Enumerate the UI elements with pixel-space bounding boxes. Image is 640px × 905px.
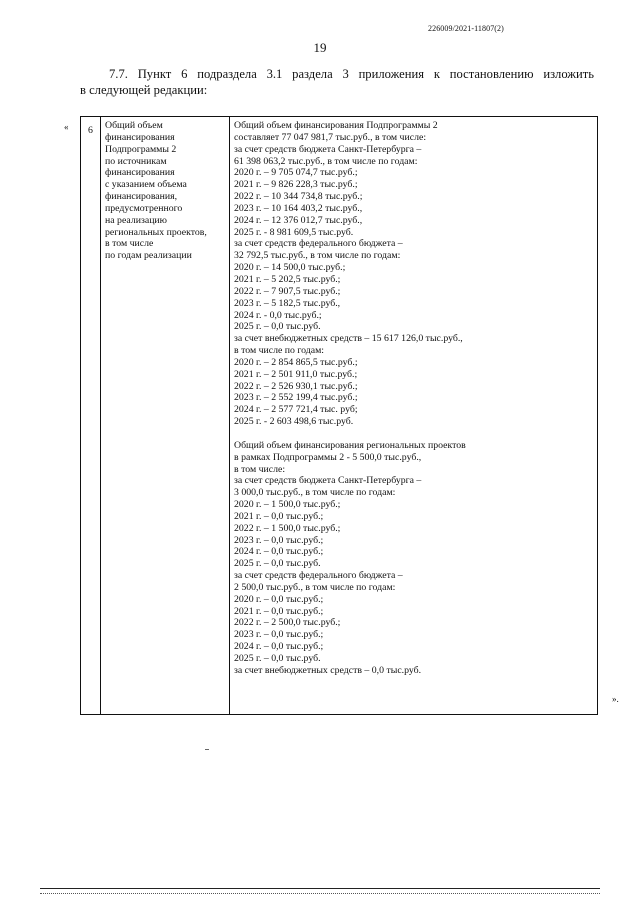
financing-line: 2022 г. – 2 526 930,1 тыс.руб.; (234, 380, 358, 392)
financing-line: 2023 г. – 10 164 403,2 тыс.руб., (234, 202, 363, 214)
page-number: 19 (313, 40, 327, 55)
regional-financing-line: за счет внебюджетных средств – 0,0 тыс.руб. (234, 664, 422, 676)
financing-line: 2022 г. – 10 344 734,8 тыс.руб.; (234, 191, 363, 203)
financing-line: 61 398 063,2 тыс.руб., в том числе по годам: (234, 155, 418, 167)
financing-block-regional (234, 440, 593, 677)
financing-line: Общий объем финансирования Подпрограммы 2 (234, 120, 438, 131)
row-name-line: финансирования (105, 131, 175, 143)
financing-line: 2020 г. – 2 854 865,5 тыс.руб.; (234, 356, 358, 368)
financing-block-total (234, 120, 593, 428)
financing-line: 2024 г. – 12 376 012,7 тыс.руб., (234, 214, 363, 226)
regional-financing-line: 2 500,0 тыс.руб., в том числе по годам: (234, 581, 396, 593)
financing-line: в том числе по годам: (234, 345, 325, 357)
regional-financing-line: 2022 г. – 2 500,0 тыс.руб.; (234, 617, 341, 629)
regional-financing-line: 2025 г. – 0,0 тыс.руб. (234, 558, 321, 570)
regional-financing-line: 2024 г. – 0,0 тыс.руб.; (234, 546, 324, 558)
regional-financing-line: в том числе: (234, 463, 286, 475)
regional-financing-line: 2021 г. – 0,0 тыс.руб.; (234, 605, 324, 617)
row-name-line: финансирования, (105, 191, 178, 203)
financing-line: 2023 г. – 2 552 199,4 тыс.руб.; (234, 392, 358, 404)
financing-line: 32 792,5 тыс.руб., в том числе по годам: (234, 250, 401, 262)
financing-line: 2021 г. – 9 826 228,3 тыс.руб.; (234, 179, 358, 191)
scan-artifact (205, 749, 209, 750)
quote-close-mark: ». (612, 694, 619, 704)
block-gap (234, 428, 593, 440)
quote-open-mark: « (64, 122, 69, 132)
regional-financing-line: Общий объем финансирования региональных проектов (234, 439, 466, 451)
regional-financing-line: 2023 г. – 0,0 тыс.руб.; (234, 534, 324, 546)
financing-line: за счет средств федерального бюджета – (234, 238, 403, 250)
regional-financing-line: 2025 г. – 0,0 тыс.руб. (234, 653, 321, 665)
intro-paragraph (80, 66, 594, 98)
financing-line: 2024 г. - 0,0 тыс.руб.; (234, 309, 322, 321)
intro-line-1: 7.7. Пункт 6 подраздела 3.1 раздела 3 приложения к постановлению изложить (109, 67, 594, 81)
financing-line: 2020 г. – 14 500,0 тыс.руб.; (234, 262, 346, 274)
row-name-line: в том числе (105, 238, 154, 250)
footer-rule (40, 888, 600, 889)
financing-line: 2025 г. - 2 603 498,6 тыс.руб. (234, 416, 354, 428)
regional-financing-line: 2020 г. – 0,0 тыс.руб.; (234, 593, 324, 605)
financing-line: 2021 г. – 2 501 911,0 тыс.руб.; (234, 368, 358, 380)
row-name-line: региональных проектов, (105, 226, 207, 238)
financing-line: 2023 г. – 5 182,5 тыс.руб., (234, 297, 341, 309)
regional-financing-line: за счет средств федерального бюджета – (234, 570, 403, 582)
regional-financing-line: 3 000,0 тыс.руб., в том числе по годам: (234, 487, 396, 499)
row-name-line: финансирования (105, 167, 175, 179)
footer-rule-dotted (40, 893, 600, 894)
row-name-line: на реализацию (105, 214, 167, 226)
intro-line-2: в следующей редакции: (80, 83, 208, 97)
row-name-line: Общий объем (105, 120, 163, 131)
financing-line: составляет 77 047 981,7 тыс.руб., в том числе: (234, 131, 427, 143)
financing-line: 2025 г. – 0,0 тыс.руб. (234, 321, 321, 333)
document-id: 226009/2021-11807(2) (428, 24, 504, 33)
financing-table (80, 116, 598, 715)
financing-line: 2022 г. – 7 907,5 тыс.руб.; (234, 285, 341, 297)
row-value-cell (230, 117, 597, 714)
regional-financing-line: в рамках Подпрограммы 2 - 5 500,0 тыс.руб., (234, 451, 422, 463)
regional-financing-line: 2022 г. – 1 500,0 тыс.руб.; (234, 522, 341, 534)
financing-line: за счет внебюджетных средств – 15 617 126,0 тыс.руб., (234, 333, 463, 345)
financing-line: 2025 г. - 8 981 609,5 тыс.руб. (234, 226, 354, 238)
regional-financing-line: 2020 г. – 1 500,0 тыс.руб.; (234, 499, 341, 511)
financing-line: 2024 г. – 2 577 721,4 тыс. руб; (234, 404, 358, 416)
financing-line: 2020 г. – 9 705 074,7 тыс.руб.; (234, 167, 358, 179)
row-name-line: Подпрограммы 2 (105, 143, 177, 155)
regional-financing-line: за счет средств бюджета Санкт-Петербурга – (234, 475, 422, 487)
row-name-line: предусмотренного (105, 202, 183, 214)
row-name-line: с указанием объема (105, 179, 187, 191)
regional-financing-line: 2024 г. – 0,0 тыс.руб.; (234, 641, 324, 653)
row-name-line: по годам реализации (105, 250, 192, 262)
financing-line: 2021 г. – 5 202,5 тыс.руб.; (234, 273, 341, 285)
row-name-cell (101, 117, 230, 714)
row-number: 6 (81, 117, 101, 714)
financing-line: за счет средств бюджета Санкт-Петербурга – (234, 143, 422, 155)
regional-financing-line: 2023 г. – 0,0 тыс.руб.; (234, 629, 324, 641)
regional-financing-line: 2021 г. – 0,0 тыс.руб.; (234, 510, 324, 522)
row-name-line: по источникам (105, 155, 167, 167)
